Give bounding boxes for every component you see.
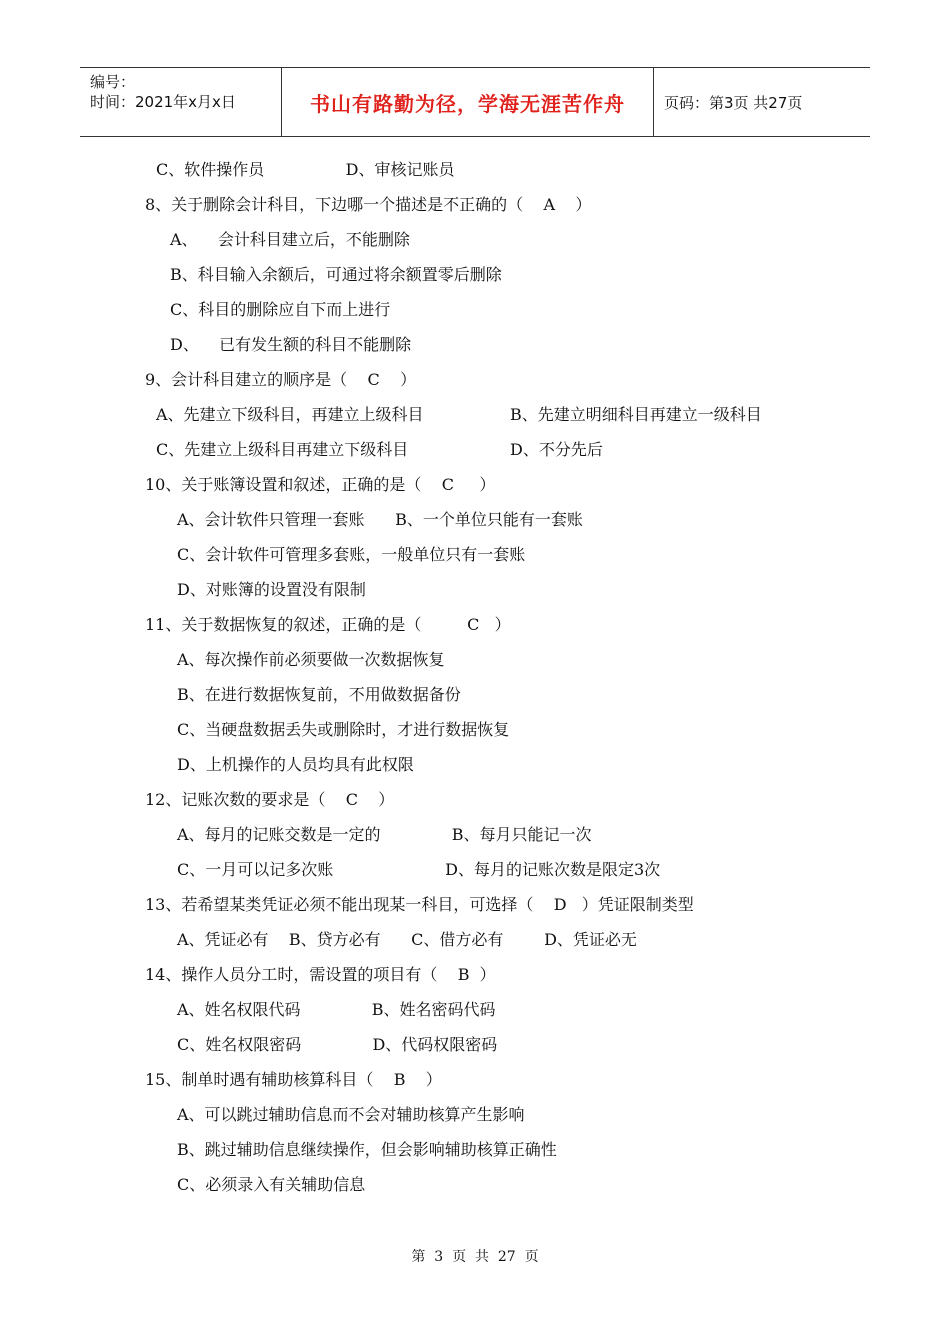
option-line: C、科目的删除应自下而上进行	[170, 300, 391, 319]
option-line: B、先建立明细科目再建立一级科目	[510, 405, 762, 424]
option-line: A、每月的记账交数是一定的 B、每月只能记一次	[177, 825, 592, 844]
option-line: B、在进行数据恢复前，不用做数据备份	[177, 685, 461, 704]
option-line: A、每次操作前必须要做一次数据恢复	[177, 650, 445, 669]
page-header	[80, 67, 870, 137]
option-line: B、跳过辅助信息继续操作，但会影响辅助核算正确性	[177, 1140, 557, 1159]
header-info-cell	[80, 68, 282, 136]
header-motto: 书山有路勤为径，学海无涯苦作舟	[282, 68, 654, 136]
option-line: C、一月可以记多次账 D、每月的记账次数是限定3次	[177, 860, 661, 879]
page-footer: 第 3 页 共 27 页	[411, 1249, 539, 1265]
question-9: 9、会计科目建立的顺序是（ C ）	[145, 370, 417, 389]
option-line: A、会计软件只管理一套账 B、一个单位只能有一套账	[177, 510, 583, 529]
question-14: 14、操作人员分工时，需设置的项目有（ B ）	[145, 965, 496, 984]
option-line: A、凭证必有 B、贷方必有 C、借方必有 D、凭证必无	[177, 930, 637, 949]
option-line: C、会计软件可管理多套账，一般单位只有一套账	[177, 545, 526, 564]
question-11: 11、关于数据恢复的叙述，正确的是（ C ）	[145, 615, 511, 634]
option-line: A、先建立下级科目，再建立上级科目	[156, 405, 424, 424]
option-line: C、必须录入有关辅助信息	[177, 1175, 366, 1194]
option-line: D、 已有发生额的科目不能删除	[170, 335, 412, 354]
option-line: B、科目输入余额后，可通过将余额置零后删除	[170, 265, 502, 284]
option-line: A、姓名权限代码 B、姓名密码代码	[177, 1000, 496, 1019]
option-line: A、可以跳过辅助信息而不会对辅助核算产生影响	[177, 1105, 525, 1124]
question-15: 15、制单时遇有辅助核算科目（ B ）	[145, 1070, 442, 1089]
header-page-number: 页码：第3页 共27页	[664, 93, 803, 112]
question-12: 12、记账次数的要求是（ C ）	[145, 790, 395, 809]
option-line: C、姓名权限密码 D、代码权限密码	[177, 1035, 498, 1054]
question-13: 13、若希望某类凭证必须不能出现某一科目，可选择（ D ）凭证限制类型	[145, 895, 694, 914]
question-8: 8、关于删除会计科目，下边哪一个描述是不正确的（ A ）	[145, 195, 592, 214]
document-time-label: 时间：2021年x月x日	[90, 93, 236, 111]
question-10: 10、关于账簿设置和叙述，正确的是（ C ）	[145, 475, 496, 494]
option-line: C、先建立上级科目再建立下级科目	[156, 440, 409, 459]
option-line: C、当硬盘数据丢失或删除时，才进行数据恢复	[177, 720, 510, 739]
option-line: D、上机操作的人员均具有此权限	[177, 755, 414, 774]
document-number-label: 编号：	[90, 73, 136, 91]
option-line: A、 会计科目建立后，不能删除	[170, 230, 410, 249]
option-line: D、对账簿的设置没有限制	[177, 580, 366, 599]
option-line: D、不分先后	[510, 440, 603, 459]
option-line: C、软件操作员 D、审核记账员	[156, 160, 455, 179]
